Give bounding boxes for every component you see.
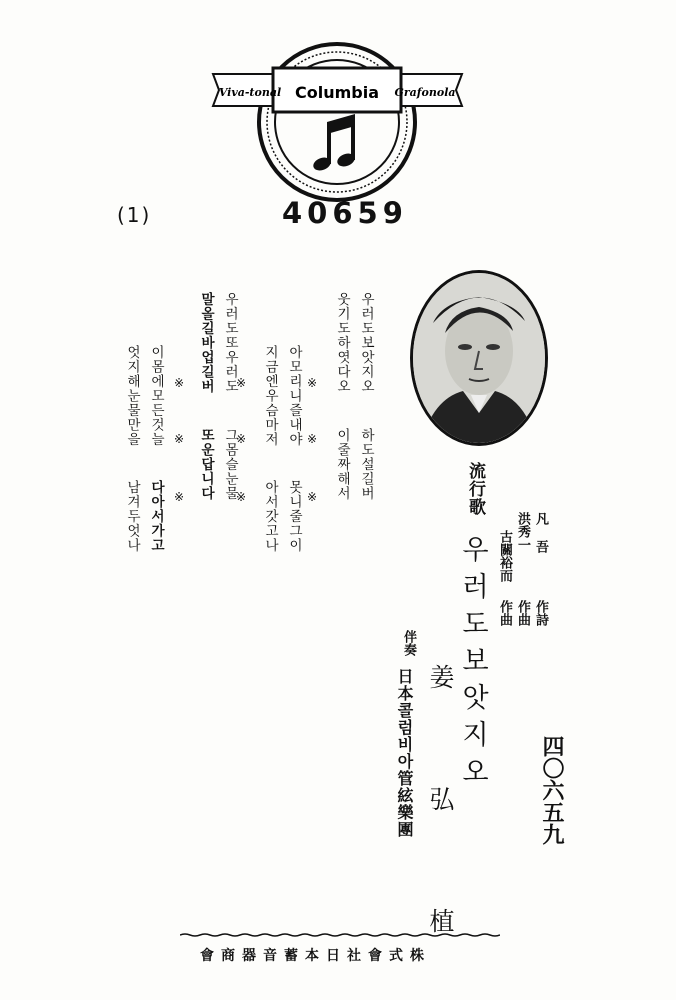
genre-label: 流行歌: [465, 462, 485, 516]
separator-star: ※: [236, 432, 247, 446]
lyric-line-6b: 또운답니다: [198, 428, 214, 501]
separator-star: ※: [307, 490, 318, 504]
lyric-line-2b: 이줄짜해서: [334, 428, 350, 501]
catalog-number: 40659: [282, 196, 408, 230]
lyric-line-2a: 웃기도하엿다오: [334, 292, 350, 394]
song-title: 우러도보앗지오: [457, 535, 488, 794]
footer-divider: [180, 923, 500, 928]
lyric-line-7b: 다아서가고: [148, 480, 164, 553]
singer-portrait: [410, 270, 548, 446]
logo-left-text: Viva-tonal: [218, 86, 282, 99]
music-note-icon: [311, 114, 356, 173]
lyric-line-4b: 아서갓고나: [262, 480, 278, 553]
accompaniment-label: 伴奏: [401, 630, 416, 656]
lyric-line-6a: 말올길바업길버: [198, 292, 214, 394]
singer-name: 姜 弘 植: [426, 664, 455, 967]
lyric-line-7a: 이몸에모든것늘: [148, 345, 164, 447]
lyric-line-8b: 남겨두엇나: [124, 480, 140, 553]
orchestra-name: 日本콜럼비아管絃樂團: [395, 668, 414, 838]
lyric-line-5b: 그몸슬눈물: [222, 428, 238, 501]
credit-role: 作詩: [533, 600, 548, 626]
logo-right-text: Grafonola: [394, 86, 456, 99]
credit-role: 作曲: [497, 600, 512, 626]
logo-center-text: Columbia: [294, 83, 380, 102]
credit-name: 古關裕而: [497, 530, 512, 582]
separator-star: ※: [174, 490, 185, 504]
lyric-line-3a: 아모리니즐내야: [286, 345, 302, 447]
separator-star: ※: [174, 376, 185, 390]
catalog-number-kanji: 四〇六五九: [539, 735, 565, 845]
separator-star: ※: [174, 432, 185, 446]
publisher-footer: 會商器音蓄本日社會式株: [200, 948, 431, 964]
credit-name: 凡 吾: [533, 512, 548, 553]
side-number: (1): [117, 203, 152, 227]
separator-star: ※: [236, 376, 247, 390]
lyric-line-4a: 지금엔우슴마저: [262, 345, 278, 447]
separator-star: ※: [307, 376, 318, 390]
portrait-photo-icon: [413, 273, 545, 443]
lyric-line-3b: 못니줄그이: [286, 480, 302, 553]
separator-star: ※: [307, 432, 318, 446]
lyric-line-5a: 우러도또우러도: [222, 292, 238, 394]
lyric-line-1a: 우러도보앗지오: [358, 292, 374, 394]
columbia-logo-icon: [205, 40, 470, 210]
columbia-logo: [205, 40, 470, 210]
lyric-line-8a: 엇지해눈물만을: [124, 345, 140, 447]
credit-name: 洪秀一: [515, 512, 530, 551]
credit-role: 作曲: [515, 600, 530, 626]
separator-star: ※: [236, 490, 247, 504]
lyric-line-1b: 하도설길버: [358, 428, 374, 501]
